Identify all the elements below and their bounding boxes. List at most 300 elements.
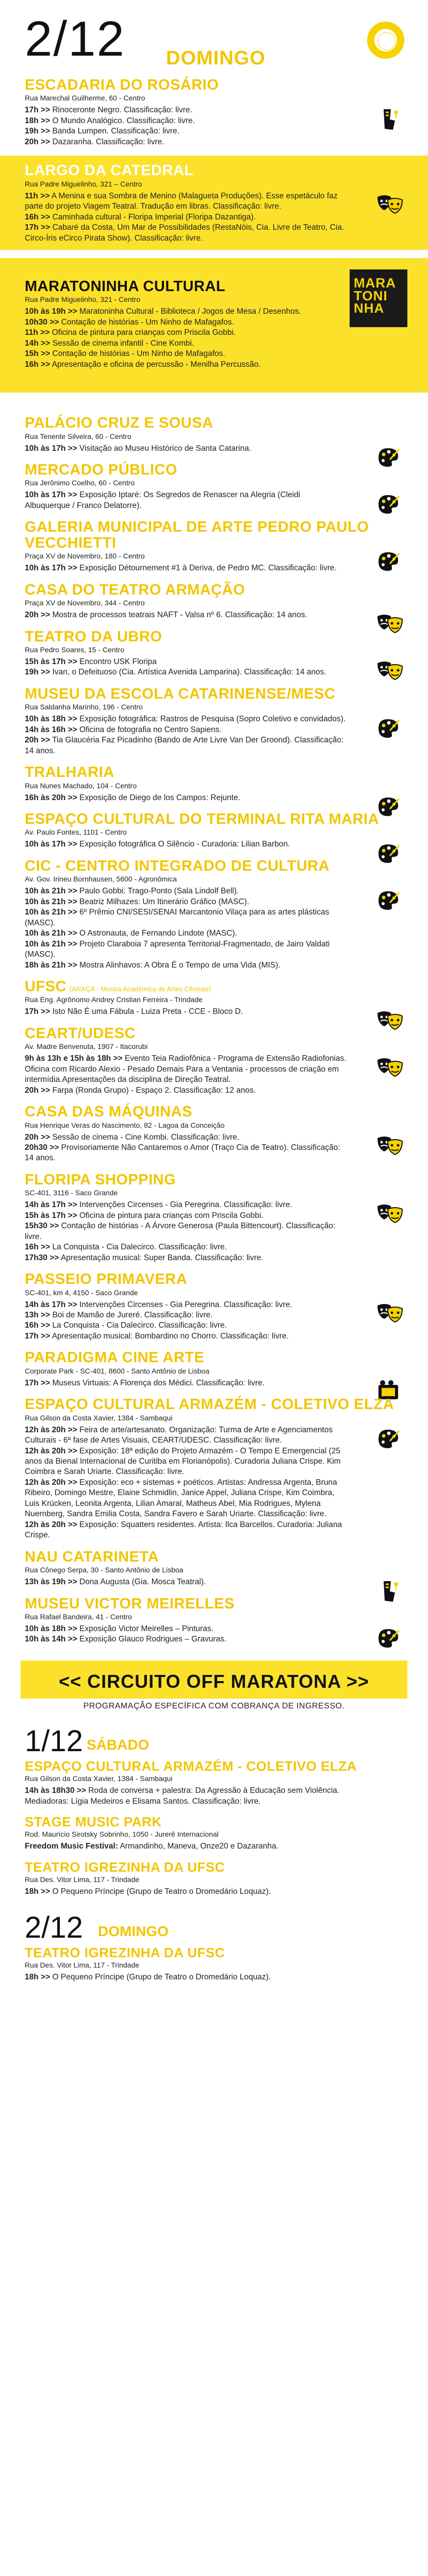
event-description: Exposição Détournement #1 à Deriva, de Pedro MC. Classificação: livre. [79, 564, 337, 573]
event-item [25, 1200, 403, 1210]
palette-icon [375, 716, 401, 740]
venue-block [0, 1350, 428, 1388]
event-description: Dona Augusta (Gia. Mosca Teatral). [79, 1578, 206, 1587]
venue-name [25, 1104, 403, 1120]
event-description: Beatriz Milhazes: Um Itinerário Gráfico (MASC). [79, 897, 250, 906]
event-description: Apresentação e oficina de percussão - Menilha Percussão. [52, 360, 261, 369]
venue-address: Av. Paulo Fontes, 1101 - Centro [25, 828, 127, 837]
venue-name-text: ESCADARIA DO ROSÁRIO [25, 77, 219, 93]
event-time: 16h >> [25, 1243, 51, 1252]
venue-name [25, 163, 403, 178]
venue-address: Rua Saldanha Marinho, 196 - Centro [25, 703, 143, 711]
event-item [25, 1887, 403, 1897]
event-item [25, 1520, 403, 1541]
venue-name [25, 1026, 403, 1041]
event-time: 10h às 21h >> [25, 887, 77, 896]
event-time: 12h às 20h >> [25, 1520, 77, 1529]
venue-name-text: ESPAÇO CULTURAL ARMAZÉM - COLETIVO ELZA [25, 1758, 357, 1774]
event-time: 19h >> [25, 127, 51, 136]
venue-block [0, 629, 428, 678]
event-item [25, 939, 403, 960]
event-description: Exposição Victor Meirelles – Pinturas. [79, 1624, 213, 1633]
event-description: Provisoriamente Não Cantaremos o Amor (Traço Cia de Teatro). Classificação: 14 anos. [25, 1143, 340, 1163]
event-description: La Conquista - Cia Dalecirco. Classificação: livre. [52, 1243, 227, 1252]
venue-block [0, 519, 428, 573]
event-item [25, 1132, 403, 1143]
venue-name [25, 765, 403, 780]
venue-name [25, 629, 403, 645]
venue-address: Rua Pedro Soares, 15 - Centro [25, 646, 124, 654]
event-time: 16h >> [25, 360, 51, 369]
event-item [25, 1211, 403, 1221]
theater-masks-icon [375, 1301, 401, 1325]
event-time: 10h às 17h >> [25, 840, 77, 849]
event-time: 17h >> [25, 223, 51, 232]
logo-line: MARA [354, 275, 396, 291]
venue-address: Rua Jerônimo Coelho, 60 - Centro [25, 479, 135, 487]
circuito-subtitle: PROGRAMAÇÃO ESPECÍFICA COM COBRANÇA DE INGRESSO. [83, 1701, 345, 1710]
venue-name [25, 686, 403, 702]
event-description: Ivan, o Defeituoso (Cia. Artística Avenida Lamparina). Classificação: 14 anos. [52, 668, 326, 677]
event-item [25, 1634, 403, 1645]
event-description: Exposição fotográfica O Silêncio - Curadoria: Lilian Barbon. [79, 840, 290, 849]
event-description: Intervenções Circenses - Gia Peregrina. Classificação: livre. [79, 1200, 292, 1210]
event-time: 10h às 17h >> [25, 490, 77, 500]
event-description: Exposição Glauco Rodrigues – Gravuras. [79, 1635, 227, 1644]
music-icon [375, 107, 401, 131]
header-day: DOMINGO [166, 47, 266, 69]
venue-name [25, 462, 403, 478]
venue-block [0, 1815, 428, 1852]
event-time: 14h às 17h >> [25, 1300, 77, 1309]
event-item [25, 886, 403, 896]
event-description: Dazaranha. Classificação: livre. [52, 137, 164, 146]
event-item [25, 839, 403, 850]
logo-line: TONI [354, 287, 388, 303]
venue-name-text: LARGO DA CATEDRAL [25, 162, 194, 179]
circuito-banner-label: << CIRCUITO OFF MARATONA >> [59, 1670, 369, 1692]
event-item [25, 714, 403, 724]
event-time: 20h >> [25, 611, 51, 620]
venue-name [25, 1350, 403, 1365]
venue-address: Rua Marechal Guilherme, 60 - Centro [25, 94, 145, 103]
theater-masks-icon [375, 1056, 401, 1079]
venue-block [0, 582, 428, 621]
page-header [0, 0, 428, 77]
circle-icon [367, 22, 404, 59]
venue-name-text: GALERIA MUNICIPAL DE ARTE PEDRO PAULO VECCHIETTI [25, 519, 369, 551]
event-description: Museus Virtuais: A Florença dos Médici. Classificação: livre. [52, 1378, 265, 1387]
venue-name-text: TEATRO DA UBRO [25, 628, 162, 645]
venue-address: Rua Des. Vitor Lima, 117 - Trindade [25, 1875, 140, 1884]
event-item [25, 897, 403, 907]
venue-name-text: PARADIGMA CINE ARTE [25, 1349, 205, 1366]
sabado-venues [0, 1759, 428, 1897]
event-time: 10h às 21h >> [25, 897, 77, 906]
event-description: Armandinho, Maneva, Onze20 e Dazaranha. [120, 1842, 278, 1851]
event-item [25, 1378, 403, 1388]
event-time: 19h >> [25, 668, 51, 677]
event-time: 10h às 17h >> [25, 444, 77, 453]
day-date: 2/12 [25, 1910, 83, 1944]
event-time: 17h >> [25, 106, 51, 115]
event-time: Freedom Music Festival: [25, 1842, 118, 1851]
circuito-banner [21, 1660, 407, 1699]
event-time: 10h às 21h >> [25, 929, 77, 938]
venue-name-text: ESPAÇO CULTURAL DO TERMINAL RITA MARIA [25, 811, 380, 828]
venue-name [25, 1596, 403, 1612]
event-item [25, 307, 403, 317]
event-item [25, 563, 403, 573]
event-item [25, 349, 403, 359]
venue-address: Rua Henrique Veras do Nascimento, 82 - Lagoa da Conceição [25, 1121, 225, 1129]
venue-name-text: TEATRO IGREZINHA DA UFSC [25, 1944, 225, 1960]
event-item [25, 223, 403, 244]
palette-icon [375, 1626, 401, 1650]
event-description: Isto Não É uma Fábula - Luiza Preta - CCE - Bloco D. [52, 1007, 243, 1016]
event-item [25, 1972, 403, 1982]
event-item [25, 137, 403, 147]
venue-name [25, 77, 403, 93]
venue-address: Rua Tenente Silveira, 60 - Centro [25, 432, 131, 440]
event-item [25, 928, 403, 939]
event-item [25, 1007, 403, 1017]
event-description: Mostra Alinhavos: A Obra É o Tempo de uma Vida (MIS). [79, 960, 281, 970]
event-description: Exposição de Diego de los Campos: Rejunte. [79, 793, 240, 802]
event-time: 17h >> [25, 1007, 51, 1016]
venue-tag: (ARAÇÁ - Mostra Acadêmica de Artes Cênicas) [69, 985, 211, 993]
event-time: 13h às 19h >> [25, 1578, 77, 1587]
venue-block [0, 686, 428, 756]
venue-block [0, 979, 428, 1018]
venue-name-text: ESPAÇO CULTURAL ARMAZÉM - COLETIVO ELZA [25, 1396, 394, 1413]
palette-icon [375, 492, 401, 516]
event-time: 18h >> [25, 1972, 51, 1981]
venue-name-text: CEART/UDESC [25, 1025, 136, 1042]
event-time: 15h >> [25, 349, 51, 359]
venue-block [0, 1946, 428, 1983]
event-description: Intervenções Circenses - Gia Peregrina. Classificação: livre. [79, 1300, 292, 1309]
venue-name-text: TRALHARIA [25, 764, 114, 781]
event-description: Cabaré da Costa, Um Mar de Possibilidades (RestaNóis, Cia. Livre de Teatro, Cia. Circo-Íris eCirco Pirata Show). Classificação: livre. [25, 223, 344, 243]
event-item [25, 667, 403, 677]
day-header-domingo [0, 1906, 428, 1946]
event-item [25, 1577, 403, 1587]
event-item [25, 1221, 403, 1242]
venue-name [25, 519, 403, 551]
palette-icon [375, 549, 401, 573]
event-item [25, 116, 403, 126]
theater-masks-icon [375, 193, 401, 216]
event-description: Rinoceronte Negro. Classificação: livre. [52, 106, 192, 115]
venue-block [0, 1026, 428, 1096]
event-time: 20h >> [25, 1086, 51, 1095]
venue-address: Rua Padre Miguelinho, 321 – Centro [25, 179, 142, 188]
event-item [25, 126, 403, 137]
event-description: Apresentação musical: Bombardino no Chorro. Classificação: livre. [52, 1331, 289, 1341]
maratoninha-logo [350, 269, 407, 327]
event-time: 10h às 21h >> [25, 908, 77, 917]
event-description: Exposição: eco + sistemas + poéticos. Artistas: Andressa Argenta, Bruna Ribeiro, Domingo Mestre, Elaine Schmidlin, Janice Appel, Juliana Crispe, Kim Coimbra, Luis Krücken, Leonita Argenta, Lilian Amaral, Matheus Abel, Mia Rodrigues, Mylena Nuernberg, Sandra Emilia Costa, Sandra Favero e Sarah Uriarte. Classificação: livre. [25, 1478, 337, 1519]
event-item [25, 1320, 403, 1331]
venue-block [0, 1759, 428, 1807]
event-item [25, 105, 403, 115]
event-description: Contação de histórias - A Árvore Generosa (Paula Bittencourt). Classificação: livre. [25, 1222, 336, 1241]
event-description: Visitação ao Museu Histórico de Santa Catarina. [79, 444, 252, 453]
event-description: Mostra de processos teatrais NAFT - Valsa nº 6. Classificação: 14 anos. [52, 611, 307, 620]
event-time: 11h >> [25, 191, 50, 200]
venue-name [25, 1397, 403, 1412]
venue-name [25, 1860, 403, 1874]
event-item [25, 191, 403, 212]
circuito-off-section [0, 1660, 428, 1982]
event-description: La Conquista - Cia Dalecirco. Classificação: livre. [52, 1321, 227, 1330]
header-date: 2/12 [25, 11, 125, 66]
event-time: 17h30 >> [25, 1253, 59, 1262]
event-item [25, 1054, 403, 1085]
event-item [25, 1446, 403, 1478]
event-description: Oficina de pintura para crianças com Priscila Gobbi. [52, 328, 236, 337]
event-description: Exposição: 18ª edição do Projeto Armazém - O Tempo E Emergencial (25 anos da Bienal Internacional de Curitiba em Florianópolis). Curadoria Juliana Crispe. Kim Coimbra e Sarah Uriarte. Classificação: livre. [25, 1446, 341, 1477]
event-item [25, 1331, 403, 1342]
event-description: Contação de histórias - Um Ninho de Mafagafos. [61, 317, 234, 327]
venue-address: SC-401, km 4, 4150 - Saco Grande [25, 1288, 138, 1297]
event-item [25, 1253, 403, 1263]
event-time: 10h às 14h >> [25, 1635, 77, 1644]
event-item [25, 338, 403, 349]
domingo-venues [0, 1946, 428, 1983]
event-time: 16h >> [25, 212, 51, 222]
event-time: 10h às 19h >> [25, 307, 77, 316]
event-time: 16h às 20h >> [25, 793, 77, 802]
event-description: O Astronauta, de Fernando Lindote (MASC). [79, 929, 237, 938]
venue-block [0, 858, 428, 971]
venue-name-text: MARATONINHA CULTURAL [25, 278, 226, 295]
venue-block [0, 462, 428, 511]
venue-block [0, 1596, 428, 1645]
venue-name-text: MERCADO PÚBLICO [25, 462, 177, 478]
event-description: Sessão de cinema infantil - Cine Kombi. [52, 338, 194, 348]
venue-name [25, 1272, 403, 1287]
event-description: Sessão de cinema - Cine Kombi. Classificação: livre. [52, 1132, 240, 1142]
venue-name [25, 582, 403, 598]
venue-name-text: TEATRO IGREZINHA DA UFSC [25, 1859, 225, 1875]
event-time: 20h >> [25, 736, 51, 745]
venue-name [25, 1172, 403, 1188]
event-item [25, 735, 403, 756]
event-item [25, 444, 403, 454]
venue-block [0, 1172, 428, 1263]
venue-address: Av. Madre Benvenuta, 1907 - Itacorubi [25, 1042, 148, 1051]
event-description: Boi de Mamão de Jureré. Classificação: livre. [52, 1310, 213, 1319]
event-description: O Pequeno Príncipe (Grupo de Teatro o Dromedário Loquaz). [52, 1972, 271, 1981]
palette-icon [375, 888, 401, 912]
venue-address: Rod. Maurício Sirotsky Sobrinho, 1050 - Jurerê Internacional [25, 1830, 219, 1839]
event-time: 14h às 18h30 >> [25, 1786, 86, 1795]
event-description: Exposição: Squatters residentes. Artista: Ilca Barcellos. Curadoria: Juliana Crispe. [25, 1520, 342, 1540]
venue-name-text: FLORIPA SHOPPING [25, 1171, 176, 1188]
event-description: Exposição fotográfica: Rastros de Pesquisa (Sopro Coletivo e convidados). [79, 715, 346, 724]
event-time: 17h >> [25, 1378, 51, 1387]
palette-icon [375, 1427, 401, 1450]
event-time: 12h às 20h >> [25, 1446, 77, 1455]
event-item [25, 490, 403, 511]
event-item [25, 328, 403, 338]
event-time: 10h30 >> [25, 317, 59, 327]
event-item [25, 317, 403, 328]
event-time: 11h >> [25, 328, 50, 337]
event-description: Caminhada cultural - Floripa Imperial (Floripa Dazantiga). [52, 212, 256, 222]
event-time: 14h às 16h >> [25, 725, 77, 734]
event-time: 12h às 20h >> [25, 1425, 77, 1434]
venue-address: Praça XV de Novembro, 344 - Centro [25, 599, 145, 607]
event-time: 15h às 17h >> [25, 657, 77, 666]
event-item [25, 1310, 403, 1320]
event-time: 15h às 17h >> [25, 1211, 77, 1220]
venue-block [0, 1397, 428, 1540]
theater-masks-icon [375, 659, 401, 683]
venue-name-text: MUSEU DA ESCOLA CATARINENSE/MESC [25, 685, 336, 702]
event-item [25, 1143, 403, 1164]
logo-line: NHA [354, 300, 385, 316]
event-description: O Mundo Analógico. Classificação: livre. [52, 116, 195, 125]
event-description: Paulo Gobbi: Trago-Ponto (Sala Lindolf Bell). [79, 887, 239, 896]
venue-address: Rua Des. Vitor Lima, 117 - Trindade [25, 1960, 140, 1969]
maratoninha-band [0, 258, 428, 393]
venue-name-text: PASSEIO PRIMAVERA [25, 1271, 188, 1288]
event-description: A Menina e sua Sombra de Menino (Malagueta Produções). Esse espetáculo faz parte do projeto Viagem Teatral. Tradução em libras. Classificação: livre. [25, 191, 338, 211]
event-time: 18h >> [25, 1887, 51, 1896]
event-description: Tia Glaucéria Faz Picadinho (Bando de Arte Livre Van Der Groond). Classificação: 14 anos. [25, 736, 344, 755]
event-item [25, 657, 403, 667]
event-time: 20h30 >> [25, 1143, 59, 1153]
event-time: 18h >> [25, 116, 51, 125]
event-item [25, 212, 403, 223]
venue-name-text: PALÁCIO CRUZ E SOUSA [25, 415, 213, 432]
event-description: Exposição Iptaré: Os Segredos de Renascer na Alegria (Cleidi Albuquerque / Franco Delatorre). [25, 490, 301, 510]
venue-name-text: STAGE MUSIC PARK [25, 1814, 162, 1830]
venue-name [25, 275, 403, 295]
event-item [25, 610, 403, 620]
event-item [25, 1242, 403, 1252]
event-item [25, 907, 403, 928]
venue-name [25, 811, 403, 827]
venue-block [0, 811, 428, 850]
venue-name-text: CASA DO TEATRO ARMAÇÃO [25, 581, 245, 598]
event-item [25, 793, 403, 803]
venue-block [0, 163, 428, 244]
venue-address: SC-401, 3116 - Saco Grande [25, 1189, 118, 1197]
venue-address: Rua Gilson da Costa Xavier, 1384 - Sambaqui [25, 1774, 173, 1783]
event-time: 10h às 21h >> [25, 939, 77, 948]
venues-list [0, 77, 428, 1645]
event-description: O Pequeno Príncipe (Grupo de Teatro o Dromedário Loquaz). [52, 1887, 271, 1896]
event-description: Roda de conversa + palestra: Da Agressão à Educação sem Violência. Mediadoras: Lígia Medeiros e Elisama Santos. Classificação: livre. [25, 1786, 340, 1806]
day-name: DOMINGO [98, 1923, 169, 1939]
event-description: Maratoninha Cultural - Biblioteca / Jogos de Mesa / Desenhos. [79, 307, 301, 316]
event-item [25, 1425, 403, 1446]
venue-block [0, 1549, 428, 1588]
event-description: Projeto Claraboia 7 apresenta Territorial-Fragmentado, de Jairo Valdati (MASC). [25, 939, 330, 959]
event-time: 18h às 21h >> [25, 960, 77, 970]
event-description: Oficina de fotografia no Centro Sapiens. [79, 725, 222, 734]
event-time: 10h às 18h >> [25, 1624, 77, 1633]
venue-address: Rua Gilson da Costa Xavier, 1384 - Sambaqui [25, 1413, 173, 1422]
theater-masks-icon [375, 1134, 401, 1158]
event-description: Encontro USK Floripa [79, 657, 157, 666]
event-time: 10h às 18h >> [25, 715, 77, 724]
event-time: 15h30 >> [25, 1222, 59, 1231]
event-description: Evento Teia Radiofônica - Programa de Extensão Radiofonias. Oficina com Ricardo Alexio - Pesado Demais Para a Ventania - processos de criação em intermídia.Apresentações da disciplina de Direção Teatral. [25, 1054, 347, 1084]
venue-address: Rua Cônego Serpa, 30 - Santo Antônio de Lisboa [25, 1566, 184, 1574]
event-item [25, 1086, 403, 1096]
event-item [25, 1478, 403, 1520]
event-description: Apresentação musical: Super Banda. Classificação: livre. [60, 1253, 264, 1262]
venue-name-text: CASA DAS MÁQUINAS [25, 1104, 192, 1121]
venue-name [25, 1549, 403, 1565]
venue-name-text: UFSC [25, 978, 67, 995]
venue-name [25, 1946, 403, 1960]
theater-masks-icon [375, 1202, 401, 1226]
event-time: 13h >> [25, 1310, 51, 1319]
event-description: 6º Prêmio CNI/SESI/SENAI Marcantonio Vilaça para as artes plásticas (MASC). [25, 908, 330, 927]
event-description: Farpa (Ronda Grupo) - Espaço 2. Classificação: 12 anos. [52, 1086, 256, 1095]
venue-block [0, 1860, 428, 1897]
venue-address: Rua Nunes Machado, 104 - Centro [25, 781, 137, 790]
event-description: Contação de histórias - Um Ninho de Mafagafos. [52, 349, 225, 359]
event-time: 20h >> [25, 137, 51, 146]
event-description: Feira de arte/artesanato. Organização: Turma de Arte e Agenciamentos Culturais - 6ª fase de Artes Visuais, CEART/UDESC. Classificação: livre. [25, 1425, 333, 1445]
event-item [25, 360, 403, 370]
event-time: 9h às 13h e 15h às 18h >> [25, 1054, 123, 1063]
venue-name [25, 858, 403, 874]
venue-address: Rua Eng. Agrônomo Andrey Cristian Ferreira - Trindade [25, 995, 203, 1004]
event-description: Oficina de pintura para crianças com Priscila Gobbi. [79, 1211, 264, 1220]
venue-name [25, 979, 403, 994]
day-name: SÁBADO [87, 1736, 150, 1753]
venue-name-text: NAU CATARINETA [25, 1548, 159, 1565]
event-time: 20h >> [25, 1132, 51, 1142]
event-time: 17h >> [25, 1331, 51, 1341]
venue-address: Rua Padre Miguelinho, 321 - Centro [25, 295, 141, 304]
venue-name [25, 415, 403, 431]
event-description: Banda Lumpen. Classificação: livre. [52, 127, 179, 136]
event-item [25, 1300, 403, 1310]
venue-block [0, 765, 428, 803]
venue-block [0, 415, 428, 454]
venue-name [25, 1759, 403, 1773]
event-item [25, 1786, 403, 1807]
event-item [25, 960, 403, 971]
venue-block [0, 77, 428, 147]
event-item [25, 1624, 403, 1634]
venue-name [25, 1815, 403, 1829]
venue-block [0, 1272, 428, 1342]
event-time: 16h >> [25, 1321, 51, 1330]
event-time: 12h às 20h >> [25, 1478, 77, 1487]
event-item [25, 725, 403, 735]
venue-name-text: CIC - CENTRO INTEGRADO DE CULTURA [25, 857, 330, 874]
venue-address: Rua Rafael Bandeira, 41 - Centro [25, 1612, 132, 1621]
venue-name-text: MUSEU VICTOR MEIRELLES [25, 1595, 235, 1612]
venue-address: Praça XV de Novembro, 180 - Centro [25, 552, 145, 561]
day-date: 1/12 [25, 1724, 83, 1758]
venue-block [0, 1104, 428, 1164]
venue-address: Corporate Park - SC-401, 8600 - Santo Antônio de Lisboa [25, 1366, 209, 1375]
event-time: 14h às 17h >> [25, 1200, 77, 1210]
event-time: 10h às 17h >> [25, 564, 77, 573]
venue-address: Av. Gov. Irineu Bornhausen, 5600 - Agronômica [25, 875, 177, 884]
